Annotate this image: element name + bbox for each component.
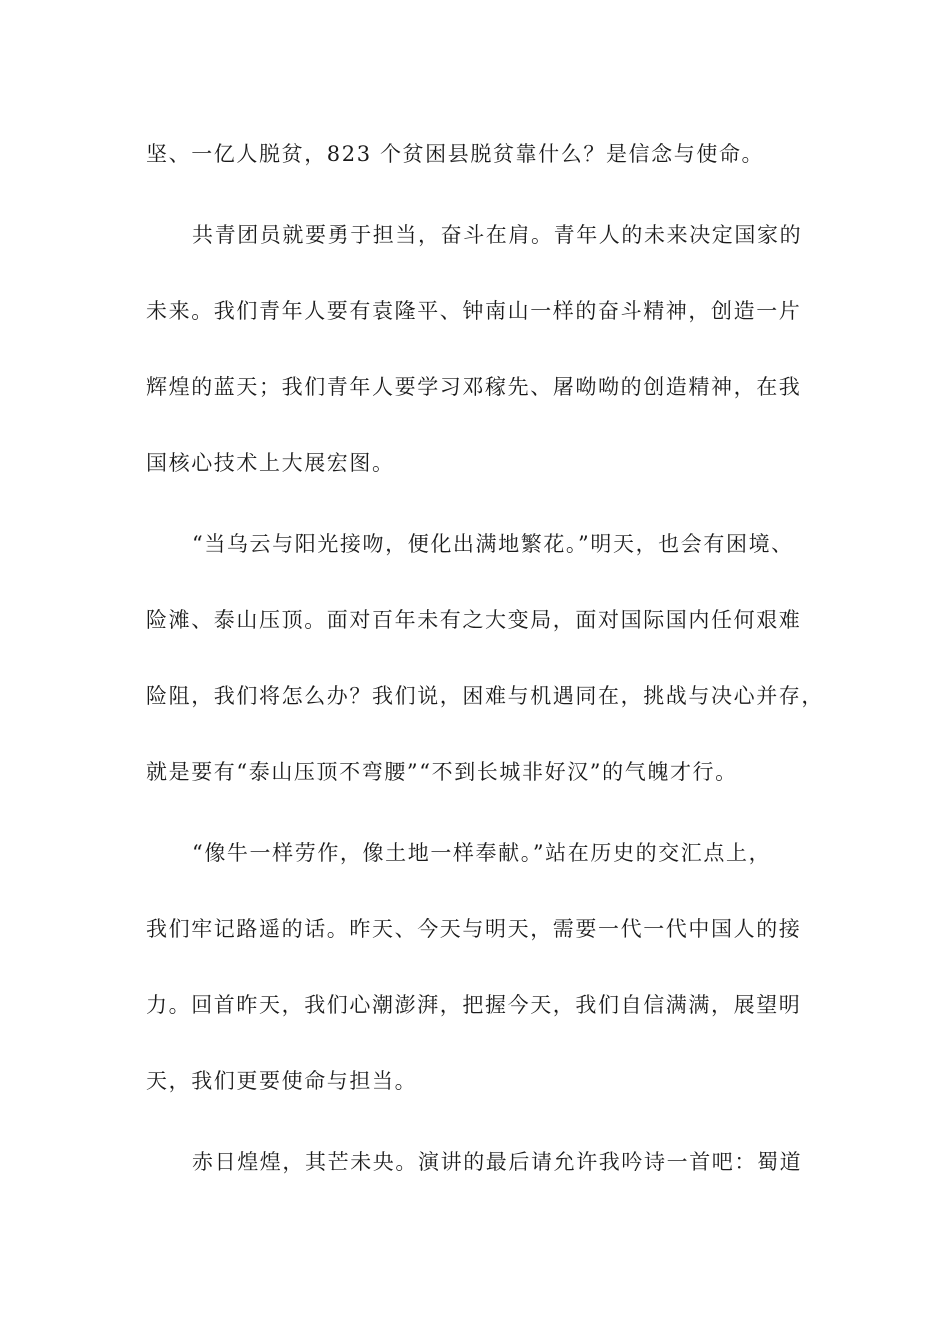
text-line: 未来。我们青年人要有袁隆平、钟南山一样的奋斗精神，创造一片	[146, 299, 802, 323]
text-line: 险阻，我们将怎么办？我们说，困难与机遇同在，挑战与决心并存，	[146, 684, 824, 708]
text-line: 天，我们更要使命与担当。	[146, 1069, 418, 1093]
text-line: 国核心技术上大展宏图。	[146, 451, 395, 475]
text-line: 就是要有“泰山压顶不弯腰”“不到长城非好汉”的气魄才行。	[146, 760, 738, 784]
paragraph-first-line: 赤日煌煌，其芒未央。演讲的最后请允许我吟诗一首吧：蜀道	[192, 1150, 803, 1174]
text-line: 险滩、泰山压顶。面对百年未有之大变局，面对国际国内任何艰难	[146, 608, 802, 632]
paragraph-first-line: “当乌云与阳光接吻，便化出满地繁花。”明天，也会有困境、	[192, 532, 794, 556]
text-line: 我们牢记路遥的话。昨天、今天与明天，需要一代一代中国人的接	[146, 917, 802, 941]
text-line: 辉煌的蓝天；我们青年人要学习邓稼先、屠呦呦的创造精神，在我	[146, 375, 802, 399]
paragraph-first-line: “像牛一样劳作，像土地一样奉献。”站在历史的交汇点上，	[192, 841, 772, 865]
text-line: 坚、一亿人脱贫，823 个贫困县脱贫靠什么？是信念与使命。	[146, 142, 765, 166]
paragraph-first-line: 共青团员就要勇于担当，奋斗在肩。青年人的未来决定国家的	[192, 223, 803, 247]
text-line: 力。回首昨天，我们心潮澎湃，把握今天，我们自信满满，展望明	[146, 993, 802, 1017]
